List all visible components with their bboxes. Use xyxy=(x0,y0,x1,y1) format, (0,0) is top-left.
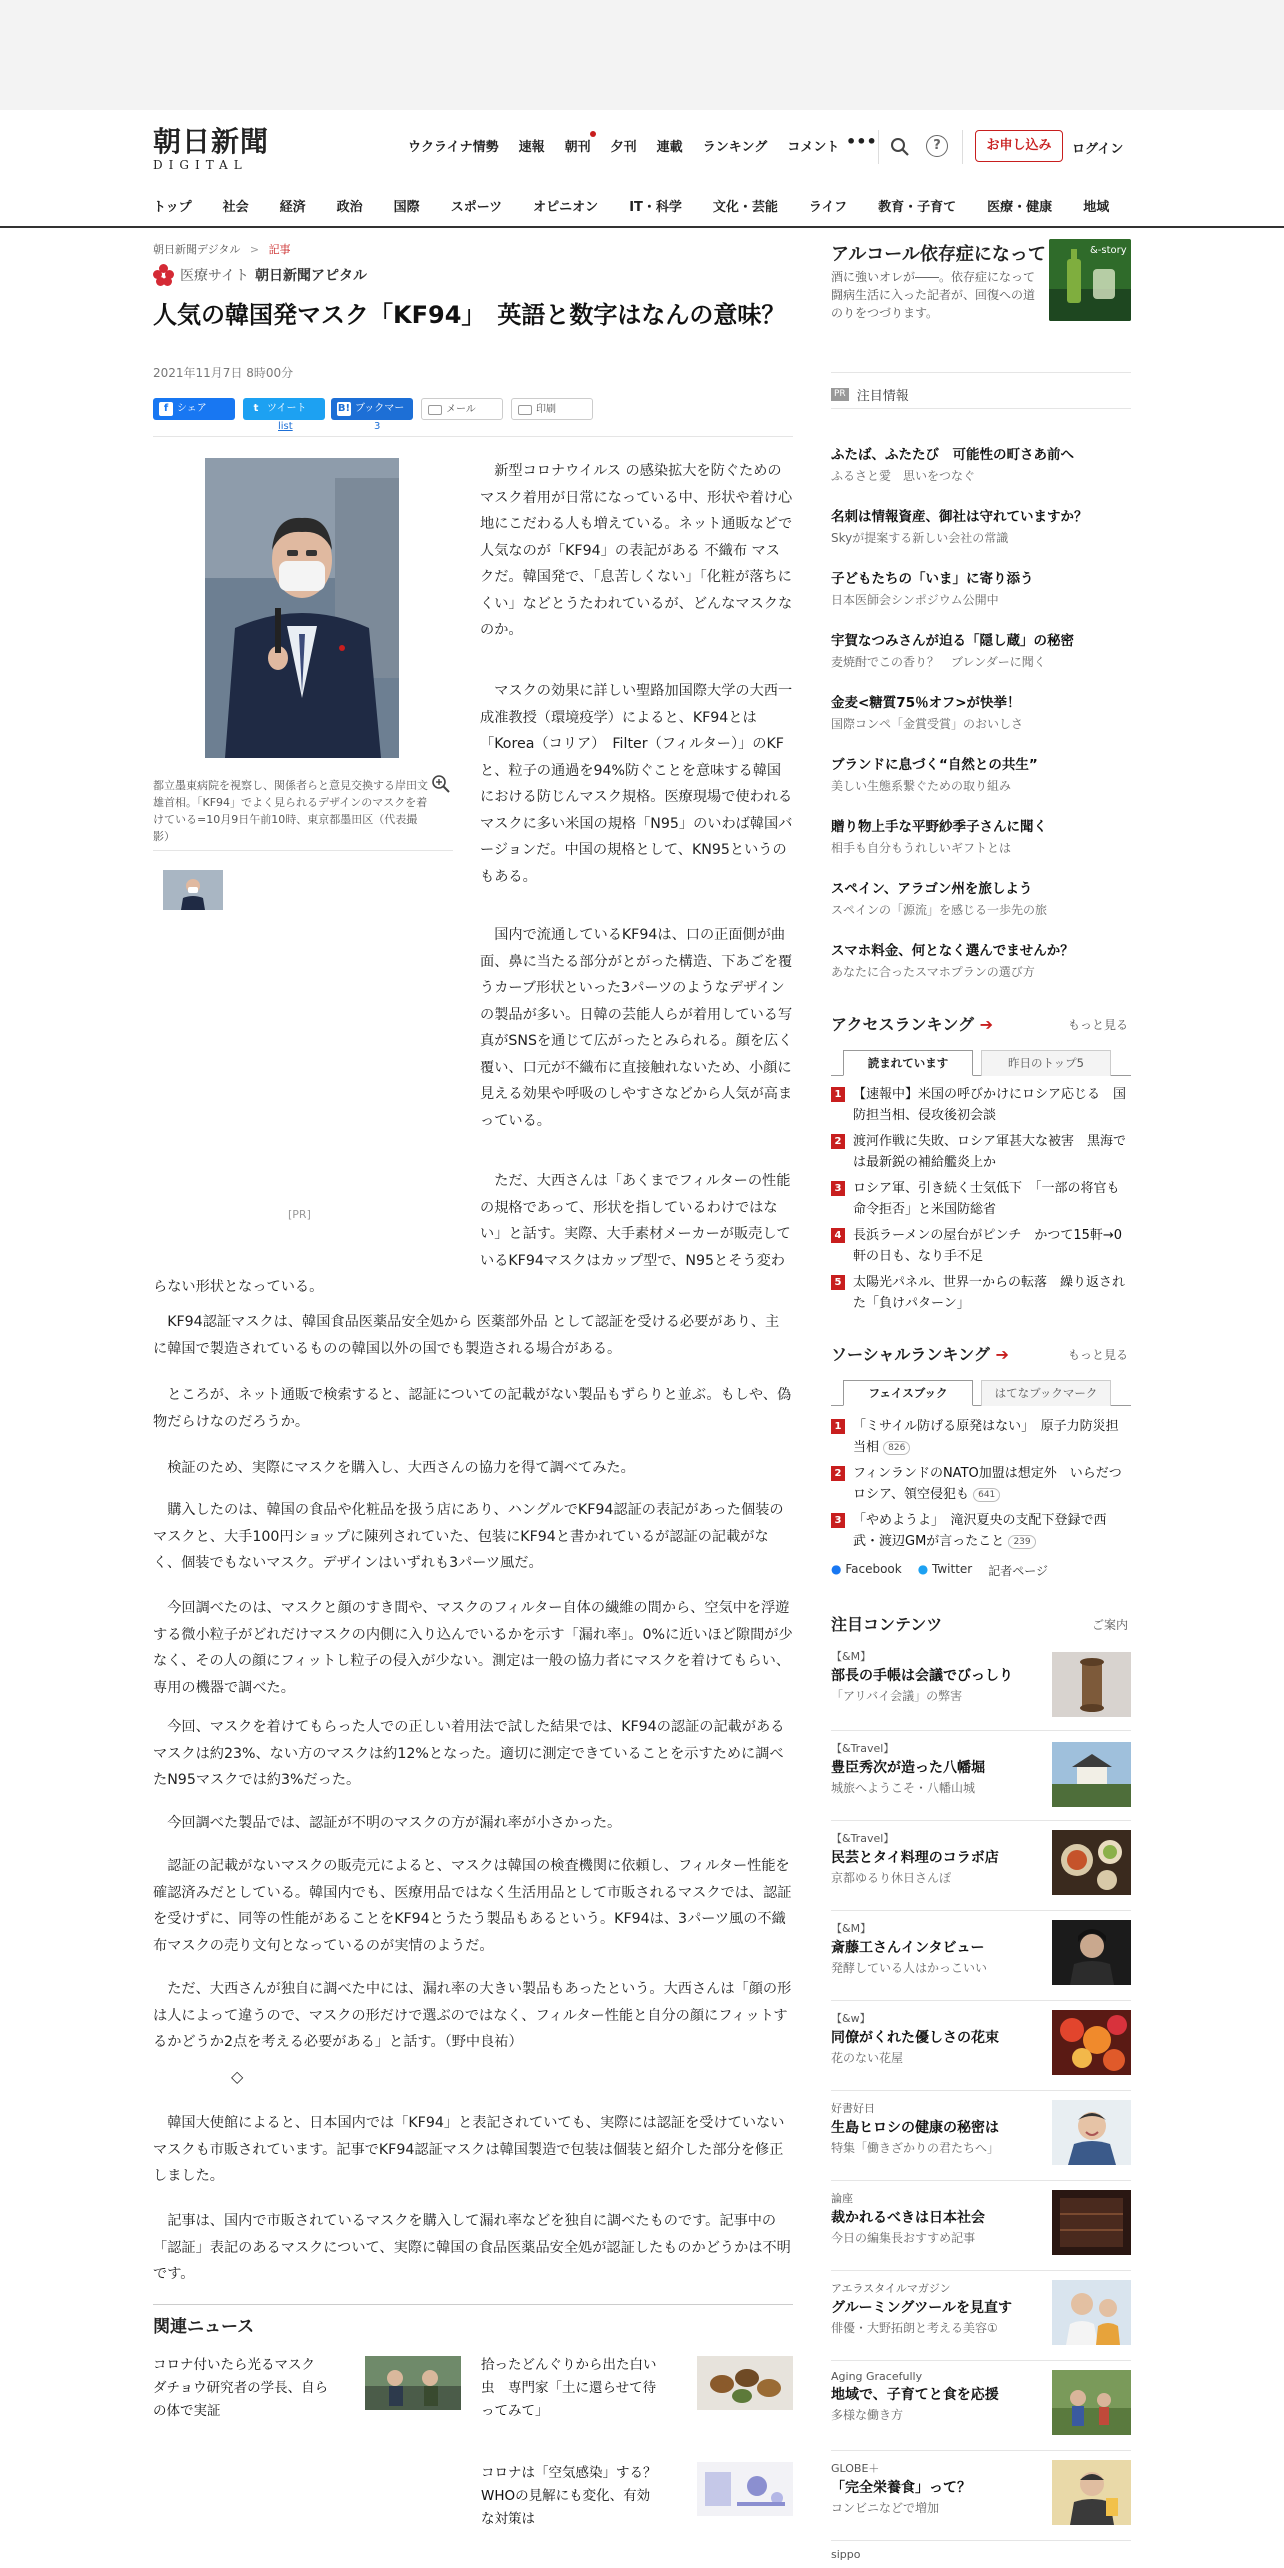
divider xyxy=(153,850,453,851)
article-paragraph: 今回調べた製品では、認証が不明のマスクの方が漏れ率が小さかった。 xyxy=(153,1815,622,1831)
correction-paragraph: 記事は、国内で市販されているマスクを購入して漏れ率などを独自に調べたものです。記事中の「認証」表記のあるマスクについて、実際に韓国の食品医薬品安全処が認証したものかどうかは不明です。 xyxy=(153,2213,791,2282)
content-image-2 xyxy=(1052,1742,1131,1807)
top-nav-breaking[interactable]: 速報 xyxy=(518,140,545,155)
divider xyxy=(831,2540,1131,2541)
content-label: sippo xyxy=(831,2548,861,2561)
tab-facebook[interactable]: フェイスブック xyxy=(843,1380,973,1406)
mail-icon xyxy=(428,405,442,415)
mail-share-label: メール xyxy=(446,404,476,415)
ranking-item[interactable] xyxy=(831,1225,1131,1267)
category-economy[interactable]: 経済 xyxy=(279,200,306,215)
content-headline: 部長の手帳は会議でびっしり xyxy=(831,1668,1013,1684)
promo-subtitle: 美しい生態系繋ぐための取り組み xyxy=(831,779,1012,793)
access-ranking-more-link[interactable]: もっと見る xyxy=(1068,1018,1129,1032)
category-culture[interactable]: 文化・芸能 xyxy=(712,200,778,215)
breadcrumb-separator: > xyxy=(249,243,260,256)
print-icon xyxy=(518,405,532,415)
content-subtitle: 「アリバイ会議」の弊害 xyxy=(831,1689,963,1703)
promo-item[interactable] xyxy=(831,692,1131,734)
article-paragraph: KF94認証マスクは、韓国食品医薬品安全処から 医薬部外品 として認証を受ける必要があり、主に韓国で製造されているものの韓国以外の国でも製造される場合がある。 xyxy=(153,1314,780,1357)
divider xyxy=(831,2450,1131,2451)
divider xyxy=(831,2090,1131,2091)
content-subtitle: 俳優・大野拓朗と考える美容① xyxy=(831,2321,998,2335)
article-paragraph: 国内で流通しているKF94は、口の正面側が曲面、鼻に当たる部分がとがった構造、下あごを覆うカーブ形状といった3パーツのようなデザインの製品が多い。日韓の芸能人らが着用している写真がSNSを通じて広がったとみられる。顔を広く覆い、口元が不織布に直接触れないため、小顔に見える効果や呼吸のしやすさなどから人気が高まっている。 xyxy=(480,927,793,1129)
content-headline: 民芸とタイ料理のコラボ店 xyxy=(831,1850,999,1866)
article-paragraph: 新型コロナウイルス の感染拡大を防ぐためのマスク着用が日常になっている中、形状や着け心地にこだわる人も増えている。ネット通販などで人気なのが「KF94」の表記がある 不織布 マスクだ。韓国発で、「息苦しくない」「化粧が落ちにくい」などとうたわれているが、どんなマスクなのか。 xyxy=(480,463,793,638)
article-paragraph: 購入したのは、韓国の食品や化粧品を扱う店にあり、ハングルでKF94認証の表記があった個装のマスクと、大手100円ショップに陳列されていた、包装にKF94と書かれているが認証の記載がなく、個装でもないマスク。デザインはいずれも3パーツ風だ。 xyxy=(153,1502,784,1571)
related-image-3 xyxy=(697,2462,793,2516)
login-link[interactable]: ログイン xyxy=(1072,142,1124,157)
content-label: Aging Gracefully xyxy=(831,2370,923,2383)
top-nav-morning-label: 朝刊 xyxy=(564,140,591,155)
social-ranking-title: ソーシャルランキング xyxy=(831,1345,990,1364)
ranking-title: 長浜ラーメンの屋台がピンチ かつて15軒→0軒の日も、なり手不足 xyxy=(853,1228,1123,1264)
ranking-title: 【速報中】米国の呼びかけにロシア応じる 国防担当相、侵攻後初会談 xyxy=(853,1087,1127,1123)
article-paragraph: ところが、ネット通販で検索すると、認証についての記載がない製品もずらりと並ぶ。もしや、偽物だらけなのだろうか。 xyxy=(153,1387,792,1430)
promo-subtitle: 相手も自分もうれしいギフトとは xyxy=(831,841,1012,855)
promo-item[interactable] xyxy=(831,878,1131,920)
pr-badge: PR xyxy=(831,388,849,401)
access-ranking-heading[interactable] xyxy=(831,1012,993,1035)
hatena-share-label: ブックマーク xyxy=(355,403,405,436)
content-image-8 xyxy=(1052,2280,1131,2345)
rank-number: 1 xyxy=(831,1419,845,1434)
related-news-heading: 関連ニュース xyxy=(153,2317,255,2337)
logo-sub: DIGITAL xyxy=(153,158,248,172)
social-ranking-more-link[interactable]: もっと見る xyxy=(1068,1348,1129,1362)
medical-site-label[interactable] xyxy=(153,264,367,286)
promo-subtitle: Skyが提案する新しい会社の常識 xyxy=(831,531,1009,545)
twitter-icon: ● xyxy=(917,1562,929,1576)
article-title: 人気の韓国発マスク「KF94」 英語と数字はなんの意味？ xyxy=(153,301,786,329)
promo-item[interactable] xyxy=(831,754,1131,796)
content-label: アエラスタイルマガジン xyxy=(831,2282,951,2295)
ranking-title: ロシア軍、引き続く士気低下 「一部の将官も命令拒否」と米国防総省 xyxy=(853,1181,1120,1217)
story-description: 酒に強いオレが――。依存症になって闘病生活に入った記者が、回復への道のりをつづります。 xyxy=(831,270,1036,320)
content-image[interactable] xyxy=(1052,1742,1131,1807)
top-nav-series[interactable]: 連載 xyxy=(656,140,683,155)
facebook-icon: f xyxy=(159,402,173,416)
content-label: 論座 xyxy=(831,2192,853,2205)
medical-site-name: 朝日新聞アピタル xyxy=(255,268,368,284)
content-headline: 生島ヒロシの健康の秘密は xyxy=(831,2120,999,2136)
hatena-count[interactable]: 3 xyxy=(374,421,381,432)
access-ranking-tabs xyxy=(831,1050,1131,1076)
promo-subtitle: 麦焼酎でこの香り？ ブレンダーに聞く xyxy=(831,655,1046,669)
tab-hatena-bookmark[interactable]: はてなブックマーク xyxy=(981,1380,1111,1406)
promo-headline: 金麦<糖質75％オフ>が快挙！ xyxy=(831,695,1021,711)
content-subtitle: 特集「働きざかりの君たちへ」 xyxy=(831,2141,1000,2155)
promo-subtitle: 国際コンペ「金賞受賞」のおいしさ xyxy=(831,717,1024,731)
access-ranking-title: アクセスランキング xyxy=(831,1015,975,1034)
rank-number: 3 xyxy=(831,1513,845,1528)
promo-item[interactable] xyxy=(831,816,1131,858)
content-headline: 裁かれるべきは日本社会 xyxy=(831,2210,985,2226)
content-image[interactable] xyxy=(1052,2280,1131,2345)
promo-headline: ブランドに息づく“自然との共生” xyxy=(831,757,1038,773)
content-image-1 xyxy=(1052,1652,1131,1717)
facebook-link-label: Facebook xyxy=(845,1562,902,1576)
promo-item[interactable] xyxy=(831,940,1131,982)
content-subtitle: 今日の編集長おすすめ記事 xyxy=(831,2231,976,2245)
category-life[interactable]: ライフ xyxy=(808,200,848,215)
search-icon[interactable] xyxy=(890,137,910,157)
photo-thumbnail[interactable] xyxy=(163,870,223,910)
rank-number: 4 xyxy=(831,1228,845,1243)
promo-item[interactable] xyxy=(831,630,1131,672)
tab-most-read[interactable]: 読まれています xyxy=(843,1050,973,1076)
divider xyxy=(878,130,879,164)
related-news-item[interactable]: コロナは「空気感染」する？ WHOの見解にも変化、有効な対策は xyxy=(481,2465,670,2527)
category-health[interactable]: 医療・健康 xyxy=(987,200,1053,215)
content-image-4 xyxy=(1052,1920,1131,1985)
related-image-2 xyxy=(697,2356,793,2410)
promo-headline: スペイン、アラゴン州を旅しよう xyxy=(831,881,1033,897)
content-label: 【&Travel】 xyxy=(831,1832,895,1845)
zoom-icon[interactable] xyxy=(431,774,451,794)
content-subtitle: 城旅へようこそ・八幡山城 xyxy=(831,1781,976,1795)
new-dot-icon xyxy=(590,131,596,137)
content-label: 【&w】 xyxy=(831,2012,871,2025)
story-badge: &-story xyxy=(1090,245,1127,256)
content-card[interactable] xyxy=(831,2548,1131,2561)
ranking-item[interactable] xyxy=(831,1272,1131,1314)
divider xyxy=(831,1820,1131,1821)
rank-number: 2 xyxy=(831,1134,845,1149)
ranking-item[interactable] xyxy=(831,1131,1131,1173)
top-nav-ranking[interactable]: ランキング xyxy=(702,140,768,155)
breadcrumb xyxy=(153,241,291,257)
divider xyxy=(962,130,963,164)
content-headline: 豊臣秀次が造った八幡堀 xyxy=(831,1760,985,1776)
related-news-image[interactable] xyxy=(697,2462,793,2516)
featured-contents-info-link[interactable]: ご案内 xyxy=(1092,1618,1129,1632)
related-news-image[interactable] xyxy=(697,2356,793,2410)
content-label: GLOBE＋ xyxy=(831,2462,880,2475)
story-title[interactable]: アルコール依存症になって xyxy=(831,244,1046,265)
twitter-share-button[interactable] xyxy=(243,398,325,420)
article-paragraph: ただ、大西さんが独自に調べた中には、漏れ率の大きい製品もあったという。大西さんは「顔の形は人によって違うので、マスクの形だけで選ぶのではなく、フィルター性能と自分の顔にフィットするかどうか2点を考える必要がある」と話す。（野中良祐） xyxy=(153,1981,792,2050)
divider xyxy=(831,1910,1131,1911)
related-news-item[interactable]: 拾ったどんぐりから出た白い虫 専門家「土に還らせて待ってみて」 xyxy=(481,2357,657,2419)
twitter-link[interactable] xyxy=(918,1562,973,1579)
content-subtitle: 花のない花屋 xyxy=(831,2051,904,2065)
divider xyxy=(831,408,1131,409)
promo-headline: 名刺は情報資産、御社は守れていますか？ xyxy=(831,509,1088,525)
twitter-link-label: Twitter xyxy=(932,1562,973,1576)
promo-subtitle: スペインの「源流」を感じる一歩先の旅 xyxy=(831,903,1048,917)
promo-headline: 宇賀なつみさんが迫る「隠し蔵」の秘密 xyxy=(831,633,1074,649)
promo-headline: スマホ料金、何となく選んでませんか？ xyxy=(831,943,1074,959)
story-image[interactable] xyxy=(1049,239,1131,321)
article-paragraph: 認証の記載がないマスクの販売元によると、マスクは韓国の検査機関に依頼し、フィルター性能を確認済みだとしている。韓国内でも、医療用品ではなく生活用品として市販されるマスクでは、認証を受けずに、同等の性能があることをKF94とうたう製品もあるという。KF94は、3パーツ風の不織布マスクの売り文句となっているのが実情のようだ。 xyxy=(153,1858,792,1954)
social-links xyxy=(831,1562,1048,1579)
promo-subtitle: 日本医師会シンポジウム公開中 xyxy=(831,593,999,607)
rank-number: 1 xyxy=(831,1087,845,1102)
category-international[interactable]: 国際 xyxy=(393,200,420,215)
featured-contents-heading: 注目コンテンツ xyxy=(831,1615,943,1634)
divider xyxy=(831,2180,1131,2181)
photo-caption: 都立墨東病院を視察し、関係者らと意見交換する岸田文雄首相。「KF94」でよく見られるデザインのマスクを着けている=10月9日午前10時、東京都墨田区（代表撮影） xyxy=(153,779,428,843)
article-paragraph: 検証のため、実際にマスクを購入し、大西さんの協力を得て調べてみた。 xyxy=(153,1460,635,1476)
content-image[interactable] xyxy=(1052,2190,1131,2255)
logo-main: 朝日新聞 xyxy=(153,125,270,158)
social-ranking-item[interactable] xyxy=(831,1510,1131,1552)
content-image-6 xyxy=(1052,2100,1131,2165)
category-it-science[interactable]: IT・科学 xyxy=(629,200,682,215)
article-paragraph: 今回調べたのは、マスクと顔のすき間や、マスクのフィルター自体の繊維の間から、空気中を浮遊する微小粒子がどれだけマスクの内側に入り込んでいるかを示す「漏れ率」。0%に近いほど隙間が少なく、その人の顔にフィットし粒子の侵入が少ない。測定は一般の協力者にマスクを着けてもらい、専用の機器で調べた。 xyxy=(153,1600,793,1696)
content-subtitle: 多様な働き方 xyxy=(831,2408,904,2422)
photo-illustration xyxy=(205,458,399,758)
content-headline: 同僚がくれた優しさの花束 xyxy=(831,2030,999,2046)
content-label: 【&M】 xyxy=(831,1922,872,1935)
category-nav xyxy=(153,196,1140,215)
divider xyxy=(831,2000,1131,2001)
social-ranking-item[interactable] xyxy=(831,1463,1131,1505)
divider xyxy=(153,2304,793,2305)
content-image-7 xyxy=(1052,2190,1131,2255)
article-date: 2021年11月7日 8時00分 xyxy=(153,366,294,380)
promo-headline: 贈り物上手な平野紗季子さんに聞く xyxy=(831,819,1047,835)
content-image-3 xyxy=(1052,1830,1131,1895)
story-illustration xyxy=(1049,239,1131,321)
site-logo[interactable] xyxy=(153,120,269,172)
top-nav-ukraine[interactable]: ウクライナ情勢 xyxy=(408,140,499,155)
divider xyxy=(831,2270,1131,2271)
ranking-title: 渡河作戦に失敗、ロシア軍甚大な被害 黒海では最新鋭の補給艦炎上か xyxy=(853,1134,1127,1170)
facebook-icon: ● xyxy=(831,1562,842,1576)
content-image[interactable] xyxy=(1052,1920,1131,1985)
content-subtitle: 京都ゆるり休日さんぽ xyxy=(831,1871,952,1885)
divider xyxy=(831,2360,1131,2361)
article-paragraph-wrap xyxy=(153,1168,793,1301)
facebook-share-label: シェア xyxy=(177,403,207,414)
float-spacer xyxy=(153,1168,480,1248)
ranking-item[interactable] xyxy=(831,1084,1131,1126)
share-count: 826 xyxy=(883,1441,910,1455)
content-image[interactable] xyxy=(1052,1830,1131,1895)
promo-item[interactable] xyxy=(831,506,1131,548)
article-paragraph: ただ、大西さんは「あくまでフィルターの性能の規格であって、形状を指しているわけではない」と話す。実際、大手素材メーカーが販売しているKF94マスクはカップ型で、N95とそう変わらない形状となっている。 xyxy=(153,1173,791,1295)
category-sports[interactable]: スポーツ xyxy=(450,200,503,215)
arrow-right-icon: ➔ xyxy=(979,1015,994,1034)
promo-headline: 子どもたちの「いま」に寄り添う xyxy=(831,571,1034,587)
related-image-1 xyxy=(365,2356,461,2410)
category-education[interactable]: 教育・子育て xyxy=(878,200,957,215)
rank-number: 5 xyxy=(831,1275,845,1290)
content-image[interactable] xyxy=(1052,2460,1131,2525)
twitter-share-label: ツイート xyxy=(267,403,307,414)
related-news-image[interactable] xyxy=(365,2356,461,2410)
divider xyxy=(831,372,1131,373)
content-image[interactable] xyxy=(1052,2370,1131,2435)
nav-underline xyxy=(0,226,1284,228)
promo-headline: ふたば、ふたたび 可能性の町さあ前へ xyxy=(831,447,1074,463)
medical-site-prefix: 医療サイト xyxy=(180,268,250,284)
ranking-title: 「ミサイル防げる原発はない」 原子力防災担当相 xyxy=(853,1419,1119,1455)
print-label: 印刷 xyxy=(536,404,556,415)
help-icon[interactable]: ? xyxy=(926,135,948,157)
promo-item[interactable] xyxy=(831,444,1131,486)
top-banner-area xyxy=(0,0,1284,110)
facebook-share-button[interactable] xyxy=(153,398,235,420)
category-politics[interactable]: 政治 xyxy=(336,200,363,215)
content-image[interactable] xyxy=(1052,2010,1131,2075)
ranking-title: 「やめようよ」 滝沢夏央の支配下登録で西武・渡辺GMが言ったこと xyxy=(853,1513,1107,1549)
rank-number: 2 xyxy=(831,1466,845,1481)
apital-flower-icon xyxy=(153,264,175,286)
article-photo[interactable] xyxy=(205,458,399,758)
social-ranking-item[interactable] xyxy=(831,1416,1131,1458)
content-image-9 xyxy=(1052,2370,1131,2435)
notice-heading xyxy=(831,385,909,404)
top-nav-evening[interactable]: 夕刊 xyxy=(610,140,637,155)
social-ranking-tabs xyxy=(831,1380,1131,1406)
content-subtitle: 発酵している人はかっこいい xyxy=(831,1961,988,1975)
breadcrumb-home[interactable]: 朝日新聞デジタル xyxy=(153,243,241,256)
section-divider-diamond: ◇ xyxy=(231,2067,244,2086)
pr-ad-label: [PR] xyxy=(288,1208,311,1221)
reporter-page-link[interactable]: 記者ページ xyxy=(988,1564,1048,1578)
ranking-title: フィンランドのNATO加盟は想定外 いらだつロシア、領空侵犯も xyxy=(853,1466,1122,1502)
divider xyxy=(831,1730,1131,1731)
tab-yesterday-top5[interactable]: 昨日のトップ5 xyxy=(981,1050,1111,1076)
category-society[interactable]: 社会 xyxy=(222,200,249,215)
mail-share-button[interactable] xyxy=(421,398,503,420)
share-count: 641 xyxy=(973,1488,1000,1502)
promo-subtitle: あなたに合ったスマホプランの選び方 xyxy=(831,965,1035,979)
promo-subtitle: ふるさと愛 思いをつなぐ xyxy=(831,469,976,483)
promo-item[interactable] xyxy=(831,568,1131,610)
content-headline: 地域で、子育てと食を応援 xyxy=(831,2387,999,2403)
top-nav xyxy=(408,136,859,155)
content-subtitle: コンビニなどで増加 xyxy=(831,2501,940,2515)
content-headline: 「完全栄養食」って？ xyxy=(831,2480,971,2496)
content-headline: グルーミングツールを見直す xyxy=(831,2300,1013,2316)
content-label: 【&Travel】 xyxy=(831,1742,895,1755)
content-image-5 xyxy=(1052,2010,1131,2075)
twitter-list-link[interactable]: list xyxy=(278,421,293,432)
article-paragraph: 今回、マスクを着けてもらった人での正しい着用法で試した結果では、KF94の認証の記載があるマスクは約23%、ない方のマスクは約12%となった。適切に測定できていることを示すために調べたN95マスクでは約3%だった。 xyxy=(153,1719,785,1788)
related-news-item[interactable]: コロナ付いたら光るマスク ダチョウ研究者の学長、自らの体で実証 xyxy=(153,2357,329,2419)
content-headline: 斎藤工さんインタビュー xyxy=(831,1940,985,1956)
divider xyxy=(153,436,793,437)
content-label: 好書好日 xyxy=(831,2102,875,2115)
twitter-icon: t xyxy=(253,403,259,414)
ranking-title: 太陽光パネル、世界一からの転落 繰り返された「負けパターン」 xyxy=(853,1275,1125,1311)
top-nav-comment[interactable]: コメント xyxy=(787,140,840,155)
top-nav-morning[interactable] xyxy=(565,136,591,155)
content-image[interactable] xyxy=(1052,1652,1131,1717)
category-top[interactable]: トップ xyxy=(153,200,192,215)
hatena-icon: B! xyxy=(337,403,351,414)
share-count: 239 xyxy=(1008,1535,1035,1549)
content-image[interactable] xyxy=(1052,2100,1131,2165)
notice-heading-label: 注目情報 xyxy=(856,389,909,404)
category-opinion[interactable]: オピニオン xyxy=(533,200,599,215)
arrow-right-icon: ➔ xyxy=(995,1345,1009,1364)
breadcrumb-current: 記事 xyxy=(268,243,291,256)
facebook-link[interactable] xyxy=(831,1562,902,1579)
rank-number: 3 xyxy=(831,1181,845,1196)
article-paragraph: マスクの効果に詳しい聖路加国際大学の大西一成准教授（環境疫学）によると、KF94とは「Korea（コリア） Filter（フィルター）」のKFと、粒子の通過を94%防ぐことを意味する韓国における防じんマスク規格。医療現場で使われるマスクに多い米国の規格「N95」のいわば韓国バージョンだ。中国の規格として、KN95というのもある。 xyxy=(480,683,793,885)
subscribe-button[interactable]: お申し込み xyxy=(975,130,1063,162)
more-menu-button[interactable]: ••• xyxy=(846,132,877,151)
social-ranking-heading[interactable] xyxy=(831,1342,1009,1365)
correction-paragraph: 韓国大使館によると、日本国内では「KF94」と表記されていても、実際には認証を受けていないマスクも市販されています。記事でKF94認証マスクは韓国製造で包装は個装と紹介した部分を修正しました。 xyxy=(153,2115,785,2184)
hatena-bookmark-button[interactable] xyxy=(331,398,413,436)
category-local[interactable]: 地域 xyxy=(1083,200,1110,215)
thumbnail-illustration xyxy=(163,870,223,910)
content-label: 【&M】 xyxy=(831,1650,872,1663)
print-button[interactable] xyxy=(511,398,593,420)
ranking-item[interactable] xyxy=(831,1178,1131,1220)
content-image-10 xyxy=(1052,2460,1131,2525)
